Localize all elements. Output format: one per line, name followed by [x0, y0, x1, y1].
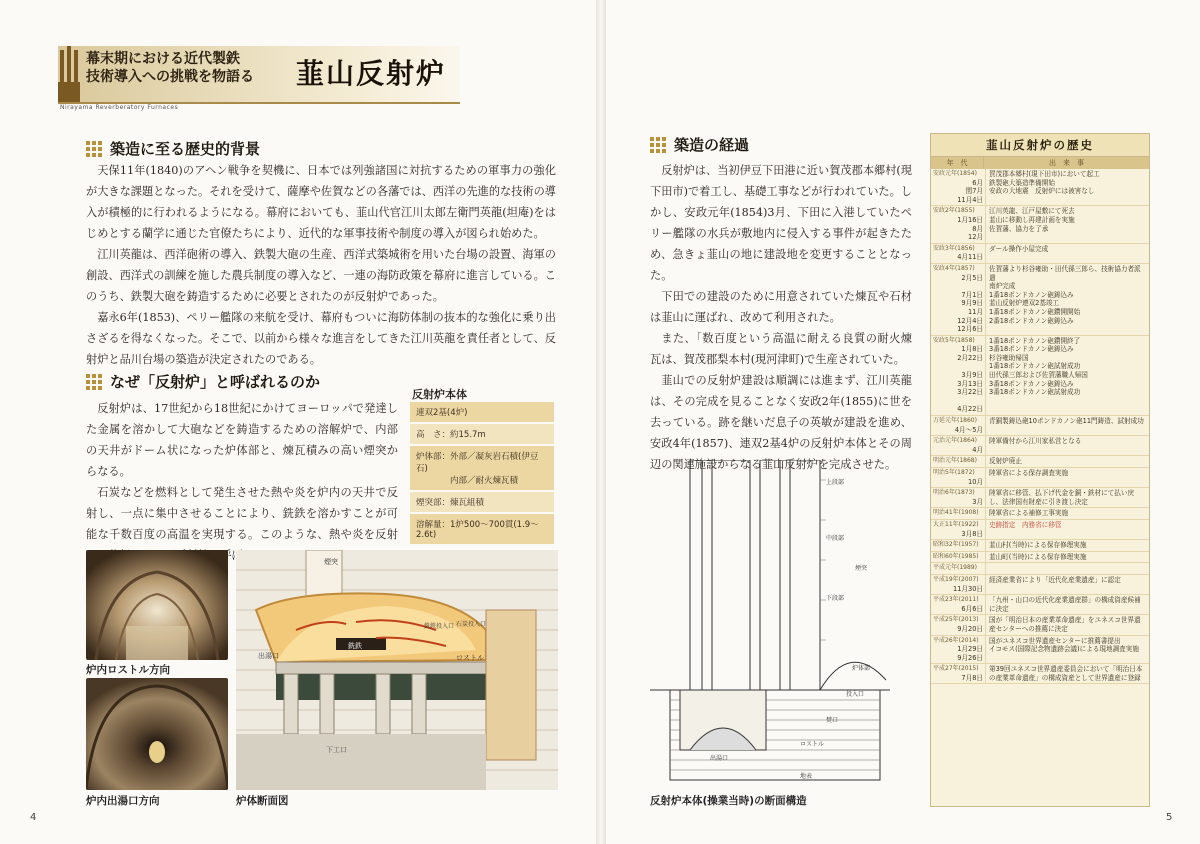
history-timeline [930, 133, 1150, 807]
timeline-event: 佐賀藩より杉谷雍助・田代孫三郎ら、技術協力者派遣 南炉完成 1番18ポンドカノン砲鋳込み 韮山反射炉連双2基竣工 1番18ポンドカノン砲鑽開開始 2番18ポンドカノン砲鋳込み [989, 264, 1141, 325]
timeline-era: 明治5年(1872) [933, 469, 975, 476]
timeline-date-text: 3月8日 [961, 529, 983, 538]
drawing-label: 地表 [800, 773, 813, 780]
timeline-body [931, 169, 1149, 684]
timeline-date [931, 552, 986, 563]
paragraph: 反射炉は、17世紀から18世紀にかけてヨーロッパで発達した金属を溶かして大砲などを鋳造するための溶解炉で、内部の天井がドーム状になった炉体部と、煉瓦積みの高い煙突からなる。 [86, 402, 398, 478]
timeline-date-text: 7月8日 [961, 673, 983, 682]
diagram-label: 銑鉄 [348, 642, 362, 650]
paragraph: 嘉永6年(1853)、ペリー艦隊の来航を受け、幕府もついに海防体制の抜本的な強化に乗り出さざるを得なくなった。そこで、以前から様々な進言をしてきた江川英龍を責任者として、反射炉と品川台場の築造が決定されたのである。 [86, 311, 556, 366]
timeline-date [931, 244, 986, 263]
drawing-label: ロストル [800, 741, 825, 748]
timeline-era: 平成19年(2007) [933, 575, 979, 583]
page-number: 5 [1166, 812, 1173, 823]
timeline-row [931, 540, 1149, 552]
timeline-row [931, 563, 1149, 575]
timeline-date-text: 6月6日 [961, 604, 983, 613]
timeline-date-text: 2月5日 7月1日 9月9日 11月 12月4日 12月6日 [957, 273, 983, 334]
timeline-date-text: 4月 [972, 445, 983, 454]
timeline-era: 万延元年(1860) [933, 417, 977, 425]
timeline-era: 元治元年(1864) [933, 437, 977, 445]
timeline-date [931, 264, 986, 335]
drawing-label: 煙突 [855, 565, 868, 572]
timeline-era: 大正11年(1922) [933, 520, 979, 528]
timeline-era: 安政2年(1855) [933, 207, 975, 215]
timeline-row [931, 508, 1149, 520]
timeline-era: 昭和60年(1985) [933, 552, 979, 560]
timeline-era: 安政元年(1854) [933, 170, 977, 177]
paragraph: 石炭などを燃料として発生させた熱や炎を炉内の天井で反射し、一点に集中させることにより、銑鉄を溶かすことが可能な千数百度の高温を実現する。このような、熱や炎を反射 呼ば [86, 486, 398, 562]
timeline-event: 反射炉廃止 [989, 457, 1022, 466]
timeline-date [931, 636, 986, 664]
heading-grid-icon [650, 137, 666, 153]
timeline-row [931, 169, 1149, 206]
heading-grid-icon [86, 374, 102, 390]
timeline-header [931, 157, 1149, 169]
timeline-row [931, 552, 1149, 564]
diagram-label: 下工口 [326, 746, 347, 754]
page-title: 韮山反射炉 [296, 57, 447, 90]
heading-grid-icon [86, 141, 102, 157]
timeline-era: 明治6年(1873) [933, 489, 975, 497]
banner-line-1: 幕末期における近代製鉄 [86, 51, 240, 67]
section-heading-text: 築造の経過 [674, 136, 750, 154]
photo-tap-direction [86, 678, 228, 790]
timeline-event: 「九州・山口の近代化産業遺産群」の構成資産候補に決定 [989, 596, 1141, 613]
timeline-era: 安政4年(1857) [933, 264, 975, 272]
timeline-event: 1番18ポンドカノン砲鑽開終了 3番18ポンドカノン砲鋳込み 杉谷雍助帰国 1番18ポンドカノン砲試射成功 田代孫三郎および佐賀藩職人帰国 3番18ポンドカノン砲鋳込み 3番18ポンドカノン砲試射成功 [989, 336, 1088, 397]
drawing-label: 出湯口 [710, 755, 729, 762]
paragraph: 江川英龍は、西洋砲術の導入、鉄製大砲の生産、西洋式築城術を用いた台場の設置、海軍の創設、西洋式の訓練を施した農兵制度の導入など、一連の海防政策を幕府に進言している。このうち、鉄製大砲を鋳造するために必要とされたのが反射炉であった。 [86, 248, 556, 303]
banner-tagline [86, 50, 254, 86]
timeline-date [931, 540, 986, 551]
drawing-label: 焚口 [826, 717, 839, 724]
timeline-row [931, 264, 1149, 336]
timeline-era: 明治41年(1908) [933, 509, 979, 517]
paragraph: 天保11年(1840)のアヘン戦争を契機に、日本では列強諸国に対抗するための軍事力の強化が大きな課題となった。それを受けて、薩摩や佐賀などの各藩では、西洋の先進的な技術の導入が積極的に行われるようになる。幕府においても、韮山代官江川太郎左衛門英龍(坦庵)をはじめとする蘭学に通じた官僚たちにより、近代的な軍事技術や制度の導入が図られ始めた。 [86, 164, 556, 240]
timeline-date-text: 6月 閏7月 11月4日 [957, 178, 983, 204]
spec-row: 煙突部：煉瓦組積 [410, 492, 554, 514]
timeline-date [931, 595, 986, 614]
timeline-row [931, 416, 1149, 436]
timeline-date-text: 1月16日 8月 12月 [957, 215, 983, 242]
drawing-label: 上段部 [826, 479, 845, 486]
timeline-event: 陸軍省に移管、払下げ代金を銅・鉄材にて払い戻し、法律国有財産に引き渡し決定 [989, 489, 1135, 506]
timeline-date-text: 9月20日 [957, 624, 983, 633]
timeline-era: 安政3年(1856) [933, 244, 975, 252]
timeline-event: 第39回ユネスコ世界遺産委員会において「明治日本の産業革命遺産」の構成資産として世界遺産に登録 [989, 665, 1143, 682]
diagram-label: 煙突 [324, 558, 338, 566]
timeline-era: 平成23年(2011) [933, 596, 979, 604]
background-paragraphs [86, 160, 556, 370]
timeline-event: 史跡指定 内務省に移管 [989, 520, 1062, 529]
timeline-date [931, 436, 986, 455]
furnace-elevation-drawing [650, 460, 912, 790]
timeline-event: ダール操作小屋完成 [989, 244, 1049, 253]
timeline-date [931, 468, 986, 487]
timeline-date [931, 416, 986, 435]
timeline-era: 安政5年(1858) [933, 336, 975, 344]
timeline-era: 平成元年(1989) [933, 564, 977, 572]
photo-caption: 炉内出湯口方向 [86, 795, 160, 807]
timeline-row [931, 520, 1149, 540]
timeline-event: 国が「明治日本の産業革命遺産」をユネスコ世界遺産センターへの推薦に決定 [989, 616, 1141, 633]
timeline-date [931, 488, 986, 507]
spec-row: 溶解量：1炉500〜700貫(1.9〜2.6t) [410, 514, 554, 546]
timeline-event: 陸軍省による補修工事実施 [989, 509, 1069, 518]
timeline-row [931, 636, 1149, 665]
timeline-date-text: 3月 [972, 497, 983, 506]
name-paragraphs [86, 398, 398, 566]
timeline-row [931, 488, 1149, 508]
drawing-label: 炉体部 [852, 665, 871, 672]
timeline-event: 国がユネスコ世界遺産センターに推薦書提出 イコモス(国際記念物遺跡会議)による現地調査実施 [989, 636, 1139, 654]
timeline-event [986, 563, 1149, 574]
timeline-event: 韮山村(当時)による保存修理実施 [989, 541, 1087, 550]
timeline-row [931, 615, 1149, 635]
timeline-date [931, 520, 986, 539]
timeline-event: 賀茂郡本郷村(現下田市)において起工 鉄製砲大築造準備開始 安政の大地震 反射炉には被害なし [989, 170, 1100, 196]
paragraph: また、「数百度という高温に耐える良質の耐火煉瓦は、賀茂郡梨本村(現河津町)で生産されていた。 [650, 332, 912, 366]
timeline-era: 平成25年(2013) [933, 616, 979, 624]
timeline-date-text: 4月11日 [957, 253, 983, 262]
section-heading-name [86, 371, 320, 392]
timeline-date-text: 11月30日 [953, 584, 983, 593]
timeline-col-event: 出 来 事 [1049, 159, 1084, 167]
timeline-row [931, 336, 1149, 416]
drawing-caption: 反射炉本体(操業当時)の断面構造 [650, 795, 807, 807]
paragraph: 下田での建設のために用意されていた煉瓦や石材は韮山に運ばれ、改めて利用された。 [650, 290, 912, 324]
timeline-row [931, 456, 1149, 468]
spec-row: 高 さ：約15.7m [410, 424, 554, 446]
page-gutter [596, 0, 606, 844]
furnace-icon [58, 44, 80, 102]
timeline-era: 明治元年(1868) [933, 457, 977, 465]
diagram-label: 銑鉄投入口 [424, 623, 455, 630]
timeline-row [931, 575, 1149, 595]
timeline-date-text: 10月 [968, 477, 983, 486]
timeline-era: 平成26年(2014) [933, 636, 979, 644]
timeline-date [931, 563, 986, 574]
timeline-col-date: 年 代 [931, 157, 984, 169]
drawing-label: 下段部 [826, 595, 845, 602]
timeline-era: 昭和32年(1957) [933, 541, 979, 549]
timeline-row [931, 664, 1149, 684]
spec-title: 反射炉本体 [412, 388, 467, 401]
timeline-event: 青銅製鋳込砲10ポンドカノン砲11門鋳造、試射成功 [989, 417, 1144, 426]
timeline-row [931, 436, 1149, 456]
timeline-event: 経済産業省により「近代化産業遺産」に認定 [989, 575, 1121, 584]
timeline-row [931, 468, 1149, 488]
timeline-date [931, 575, 986, 594]
banner-subtitle: Nirayama Reverberatory Furnaces [60, 104, 179, 111]
paragraph: 反射炉は、当初伊豆下田港に近い賀茂郡本郷村(現下田市)で着工し、基礎工事などが行われていた。しかし、安政元年(1854)3月、下田に入港していたペリー艦隊の水兵が敷地内に侵入する事件が起きたため、急きょ韮山の地に建設地を変更することとなった。 [650, 164, 912, 282]
diagram-label: ロストル [456, 654, 484, 662]
photo-grate-direction [86, 550, 228, 660]
timeline-date [931, 336, 986, 415]
furnace-cross-section-diagram [236, 550, 558, 790]
timeline-date [931, 169, 986, 205]
section-heading-text: なぜ「反射炉」と呼ばれるのか [110, 373, 321, 391]
diagram-caption: 炉体断面図 [236, 795, 289, 807]
timeline-date-text: 1月29日 9月26日 [957, 645, 983, 662]
timeline-date [931, 615, 986, 634]
timeline-row [931, 244, 1149, 264]
banner-line-2: 技術導入への挑戦を物語る [86, 69, 254, 85]
timeline-date [931, 456, 986, 467]
timeline-event: 韮山町(当時)による保存修理実施 [989, 552, 1087, 561]
timeline-row [931, 206, 1149, 243]
section-heading-process [650, 134, 749, 155]
timeline-event: 江川英龍、江戸屋敷にて死去 韮山に移動し再建計画を実施 佐賀藩、協力を了承 [989, 207, 1075, 233]
section-heading-text: 築造に至る歴史的背景 [110, 140, 261, 158]
photo-caption: 炉内ロストル方向 [86, 664, 170, 676]
drawing-label: 投入口 [846, 691, 865, 698]
diagram-label: 出湯口 [258, 652, 279, 660]
timeline-date [931, 508, 986, 519]
timeline-row [931, 595, 1149, 615]
process-paragraphs [650, 160, 912, 475]
timeline-date-text: 1月8日 2月22日 3月9日 3月13日 3月22日 4月22日 [957, 345, 983, 414]
drawing-label: 中段部 [826, 535, 845, 542]
timeline-event: 陸軍備付から江川家私営となる [989, 437, 1082, 446]
paragraph: 韮山での反射炉建設は順調には進まず、江川英龍は、その完成を見ることなく安政2年(1855)に世を去っている。跡を継いだ息子の英敏が建設を進め、安政4年(1857)、連双2基4炉の反射炉本体とその周辺の関連施設からなる韮山反射炉を完成させた。 [650, 374, 912, 471]
spec-row: 炉体部：外部／凝灰岩石積(伊豆石) 内部／耐火煉瓦積 [410, 446, 554, 492]
page-number: 4 [30, 812, 37, 823]
timeline-title: 韮山反射炉の歴史 [931, 134, 1149, 157]
timeline-date-text: 4月〜5月 [954, 425, 983, 434]
diagram-label: 石炭投入口 [456, 621, 487, 628]
timeline-era: 平成27年(2015) [933, 665, 979, 673]
timeline-event: 陸軍省による保存調査実施 [989, 469, 1069, 477]
timeline-date [931, 206, 986, 242]
spec-row: 連双2基(4炉) [410, 402, 554, 424]
section-heading-background [86, 138, 260, 159]
timeline-date [931, 664, 986, 683]
spec-table [410, 402, 554, 546]
